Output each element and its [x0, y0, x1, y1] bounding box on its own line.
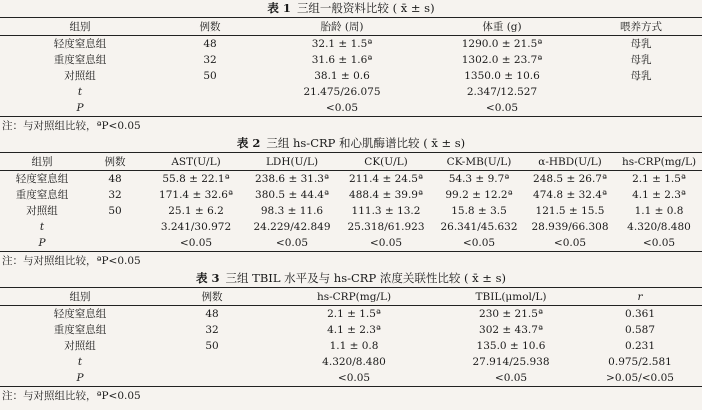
- table3-header-cell: hs-CRP(mg/L): [264, 288, 444, 306]
- table-cell: 21.475/26.075: [303, 86, 381, 98]
- table-cell: 230 ± 21.5ª: [479, 308, 543, 320]
- table-row: [0, 306, 702, 323]
- table-cell: P: [0, 100, 160, 117]
- table-row: [0, 322, 702, 338]
- table-cell: [160, 354, 264, 370]
- table2: [0, 152, 702, 252]
- table-cell: 0.587: [624, 324, 656, 336]
- table-cell: 50: [108, 205, 122, 217]
- table-cell: [160, 370, 264, 387]
- table2-title: 三组 hs-CRP 和心肌酶谱比较 ( x̄ ± s): [266, 136, 466, 150]
- table-cell: 母乳: [630, 70, 652, 82]
- table-cell: 轻度窒息组: [15, 173, 69, 185]
- table-cell: 1302.0 ± 23.7ª: [461, 54, 543, 66]
- table-cell: 488.4 ± 39.9ª: [349, 189, 423, 201]
- table-cell: 4.1 ± 2.3ª: [327, 324, 381, 336]
- table-cell: 3.241/30.972: [160, 221, 232, 233]
- table-cell: 48: [205, 308, 219, 320]
- table-cell: [84, 235, 146, 252]
- table-cell: 4.1 ± 2.3ª: [632, 189, 686, 201]
- table-cell: <0.05: [524, 235, 616, 252]
- table-cell: 474.8 ± 32.4ª: [533, 189, 607, 201]
- table2-header-cell: CK-MB(U/L): [434, 153, 524, 171]
- table3-header-cell: 组别: [0, 288, 160, 306]
- table3: [0, 287, 702, 387]
- table-cell: 重度窒息组: [53, 324, 107, 336]
- table-cell: 171.4 ± 32.6ª: [159, 189, 233, 201]
- table-cell: t: [77, 86, 83, 98]
- table-cell: 248.5 ± 26.7ª: [533, 173, 607, 185]
- table2-header-cell: LDH(U/L): [246, 153, 338, 171]
- table-cell: 50: [205, 340, 219, 352]
- table1-header-cell: 喂养方式: [580, 18, 702, 36]
- table-cell: 重度窒息组: [15, 189, 69, 201]
- table-cell: 32: [205, 324, 219, 336]
- table1-header-cell: 例数: [160, 18, 260, 36]
- table-row: [0, 68, 702, 84]
- table-cell: <0.05: [424, 100, 580, 117]
- table1-caption: [0, 0, 702, 17]
- table-cell: 31.6 ± 1.6ª: [311, 54, 373, 66]
- table2-header-cell: 例数: [84, 153, 146, 171]
- table-row: [0, 100, 702, 117]
- table-cell: 302 ± 43.7ª: [479, 324, 543, 336]
- table-cell: <0.05: [264, 370, 444, 387]
- table-cell: 对照组: [64, 340, 96, 352]
- table-cell: t: [39, 221, 45, 233]
- table-cell: 24.229/42.849: [253, 221, 331, 233]
- table1: [0, 17, 702, 117]
- table-cell: 54.3 ± 9.7ª: [448, 173, 510, 185]
- table-cell: [580, 100, 702, 117]
- table-cell: 98.3 ± 11.6: [260, 205, 324, 217]
- table-row: [0, 219, 702, 235]
- table-cell: t: [77, 356, 83, 368]
- table1-title: 三组一般资料比较 ( x̄ ± s): [296, 1, 435, 15]
- table-cell: 1.1 ± 0.8: [634, 205, 684, 217]
- table-cell: 99.2 ± 12.2ª: [445, 189, 513, 201]
- table-cell: <0.05: [260, 100, 424, 117]
- table-row: [0, 36, 702, 53]
- table-cell: 4.320/8.480: [322, 356, 386, 368]
- table2-header-cell: AST(U/L): [146, 153, 246, 171]
- table-row: [0, 370, 702, 387]
- table-cell: 1.1 ± 0.8: [329, 340, 379, 352]
- table-cell: 轻度窒息组: [53, 308, 107, 320]
- table-cell: 48: [108, 173, 122, 185]
- table-cell: 2.1 ± 1.5ª: [632, 173, 686, 185]
- table-cell: 1350.0 ± 10.6: [464, 70, 540, 82]
- table-cell: 27.914/25.938: [472, 356, 550, 368]
- table-row: [0, 84, 702, 100]
- table-cell: 0.231: [624, 340, 656, 352]
- table2-header-cell: hs-CRP(mg/L): [616, 153, 702, 171]
- table-cell: 26.341/45.632: [440, 221, 518, 233]
- table3-title: 三组 TBIL 水平及与 hs-CRP 浓度关联性比较 ( x̄ ± s): [225, 271, 506, 285]
- table-cell: 111.3 ± 13.2: [351, 205, 421, 217]
- table-cell: 48: [203, 38, 217, 50]
- table3-caption: [0, 270, 702, 287]
- table2-caption: [0, 135, 702, 152]
- table-cell: 25.318/61.923: [347, 221, 425, 233]
- table-cell: 121.5 ± 15.5: [535, 205, 605, 217]
- table-cell: 对照组: [26, 205, 58, 217]
- table-cell: 2.347/12.527: [466, 86, 538, 98]
- table-cell: 1290.0 ± 21.5ª: [461, 38, 543, 50]
- table1-header-row: [0, 18, 702, 36]
- table-cell: P: [0, 235, 84, 252]
- table3-header-cell: 例数: [160, 288, 264, 306]
- table1-footnote: 注：与对照组比较，ªP<0.05: [2, 120, 141, 132]
- table-cell: >0.05/<0.05: [578, 370, 702, 387]
- table-cell: 0.361: [624, 308, 656, 320]
- table-cell: [580, 84, 702, 100]
- table-cell: 32: [108, 189, 122, 201]
- table-cell: <0.05: [338, 235, 434, 252]
- table-cell: 135.0 ± 10.6: [476, 340, 546, 352]
- table-cell: [160, 100, 260, 117]
- table2-number: 表 2: [236, 136, 261, 150]
- table-row: [0, 338, 702, 354]
- table1-header-cell: 体重 (g): [424, 18, 580, 36]
- table-cell: 380.5 ± 44.4ª: [255, 189, 329, 201]
- table2-header-cell: CK(U/L): [338, 153, 434, 171]
- table1-header-cell: 胎龄 (周): [260, 18, 424, 36]
- table-row: [0, 203, 702, 219]
- table-cell: 4.320/8.480: [627, 221, 691, 233]
- table-cell: [84, 219, 146, 235]
- table-cell: <0.05: [146, 235, 246, 252]
- table1-header-cell: 组别: [0, 18, 160, 36]
- table-cell: 对照组: [64, 70, 96, 82]
- table-row: [0, 235, 702, 252]
- table-cell: 母乳: [630, 38, 652, 50]
- table-cell: 母乳: [630, 54, 652, 66]
- table-cell: <0.05: [434, 235, 524, 252]
- table3-number: 表 3: [196, 271, 220, 285]
- table3-footnote: 注：与对照组比较，ªP<0.05: [2, 390, 141, 402]
- table-cell: 15.8 ± 3.5: [451, 205, 507, 217]
- table-cell: 25.1 ± 6.2: [168, 205, 224, 217]
- table-cell: 2.1 ± 1.5ª: [327, 308, 381, 320]
- table-cell: <0.05: [616, 235, 702, 252]
- table-cell: <0.05: [444, 370, 578, 387]
- table-row: [0, 52, 702, 68]
- table2-footnote: 注：与对照组比较，ªP<0.05: [2, 255, 141, 267]
- table-cell: 0.975/2.581: [608, 356, 672, 368]
- table-cell: <0.05: [246, 235, 338, 252]
- table-cell: 32.1 ± 1.5ª: [311, 38, 373, 50]
- table3-header-cell: r: [578, 288, 702, 306]
- table-row: [0, 187, 702, 203]
- table1-number: 表 1: [267, 1, 291, 15]
- table-cell: 轻度窒息组: [53, 38, 107, 50]
- table-cell: 32: [203, 54, 217, 66]
- table2-header-row: [0, 153, 702, 171]
- table2-header-cell: α-HBD(U/L): [524, 153, 616, 171]
- table3-header-row: [0, 288, 702, 306]
- table-cell: 211.4 ± 24.5ª: [349, 173, 423, 185]
- table-cell: 28.939/66.308: [531, 221, 609, 233]
- table3-header-cell: TBIL(μmol/L): [444, 288, 578, 306]
- table-cell: P: [0, 370, 160, 387]
- table-cell: 50: [203, 70, 217, 82]
- table-cell: 重度窒息组: [53, 54, 107, 66]
- table-cell: 238.6 ± 31.3ª: [255, 173, 329, 185]
- table2-header-cell: 组别: [0, 153, 84, 171]
- table-cell: 55.8 ± 22.1ª: [162, 173, 230, 185]
- table-cell: [160, 84, 260, 100]
- table-cell: 38.1 ± 0.6: [314, 70, 370, 82]
- table-row: [0, 171, 702, 188]
- table-row: [0, 354, 702, 370]
